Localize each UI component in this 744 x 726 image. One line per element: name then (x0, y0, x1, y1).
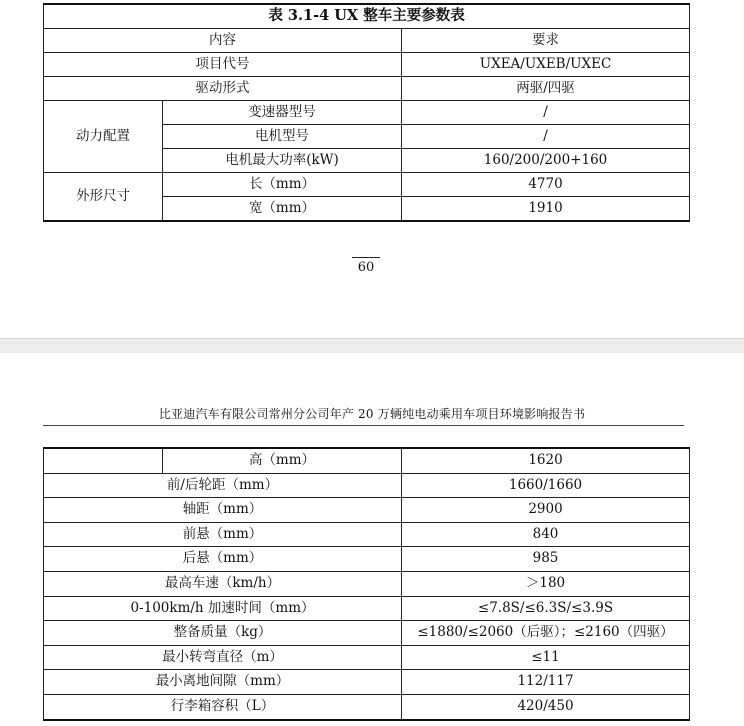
row-value: ≤1880/≤2060（后驱）；≤2160（四驱） (402, 621, 690, 646)
page-number: 60 (352, 257, 380, 275)
table-caption: 表 3.1-4 UX 整车主要参数表 (44, 4, 690, 29)
row-value: / (402, 125, 690, 149)
table-row (44, 621, 690, 646)
table-row (44, 473, 690, 498)
row-label: 电机最大功率(kW) (163, 149, 402, 173)
header-rule (43, 425, 684, 426)
table-row (44, 53, 690, 77)
header-content: 内容 (44, 29, 402, 53)
row-label: 项目代号 (44, 53, 402, 77)
document-page-2 (0, 353, 744, 726)
table-row (44, 101, 690, 125)
row-label: 前/后轮距（mm） (44, 473, 402, 498)
table-header-row (44, 29, 690, 53)
row-value: 985 (402, 547, 690, 572)
row-label: 变速器型号 (163, 101, 402, 125)
row-value: 2900 (402, 498, 690, 523)
row-value: 420/450 (402, 694, 690, 719)
table-row (44, 645, 690, 670)
page-separator (0, 338, 744, 354)
table-caption-row (44, 4, 690, 29)
row-value: 1910 (402, 197, 690, 222)
document-page-1 (0, 0, 744, 338)
row-value: 112/117 (402, 670, 690, 695)
row-value: 1660/1660 (402, 473, 690, 498)
row-label: 高（mm） (163, 448, 402, 473)
row-label: 宽（mm） (163, 197, 402, 222)
row-value: / (402, 101, 690, 125)
row-value: ≤11 (402, 645, 690, 670)
row-label: 驱动形式 (44, 77, 402, 101)
table-row (44, 670, 690, 695)
header-requirement: 要求 (402, 29, 690, 53)
row-value: 160/200/200+160 (402, 149, 690, 173)
table-row (44, 498, 690, 523)
row-label: 前悬（mm） (44, 522, 402, 547)
row-label: 后悬（mm） (44, 547, 402, 572)
row-value: 4770 (402, 173, 690, 197)
group-label-dimensions: 外形尺寸 (44, 173, 163, 222)
row-label: 0-100km/h 加速时间（mm） (44, 596, 402, 621)
row-label: 电机型号 (163, 125, 402, 149)
vehicle-parameters-table (43, 3, 690, 222)
row-label: 最小离地间隙（mm） (44, 670, 402, 695)
row-value: 两驱/四驱 (402, 77, 690, 101)
row-label: 行李箱容积（L） (44, 694, 402, 719)
table-row (44, 77, 690, 101)
table-row (44, 547, 690, 572)
report-header: 比亚迪汽车有限公司常州分公司年产 20 万辆纯电动乘用车项目环境影响报告书 (158, 407, 586, 421)
table-row (44, 173, 690, 197)
table-row (44, 522, 690, 547)
vehicle-parameters-table-continued (43, 447, 690, 721)
row-value: ＞180 (402, 571, 690, 596)
row-value: 840 (402, 522, 690, 547)
table-row (44, 571, 690, 596)
group-label-dimensions-cont (44, 448, 163, 473)
row-value: 1620 (402, 448, 690, 473)
row-label: 最高车速（km/h） (44, 571, 402, 596)
group-label-power: 动力配置 (44, 101, 163, 173)
row-value: ≤7.8S/≤6.3S/≤3.9S (402, 596, 690, 621)
table-row (44, 694, 690, 719)
row-label: 轴距（mm） (44, 498, 402, 523)
table-row (44, 596, 690, 621)
row-label: 最小转弯直径（m） (44, 645, 402, 670)
row-label: 整备质量（kg） (44, 621, 402, 646)
row-value: UXEA/UXEB/UXEC (402, 53, 690, 77)
table-row (44, 448, 690, 473)
row-label: 长（mm） (163, 173, 402, 197)
